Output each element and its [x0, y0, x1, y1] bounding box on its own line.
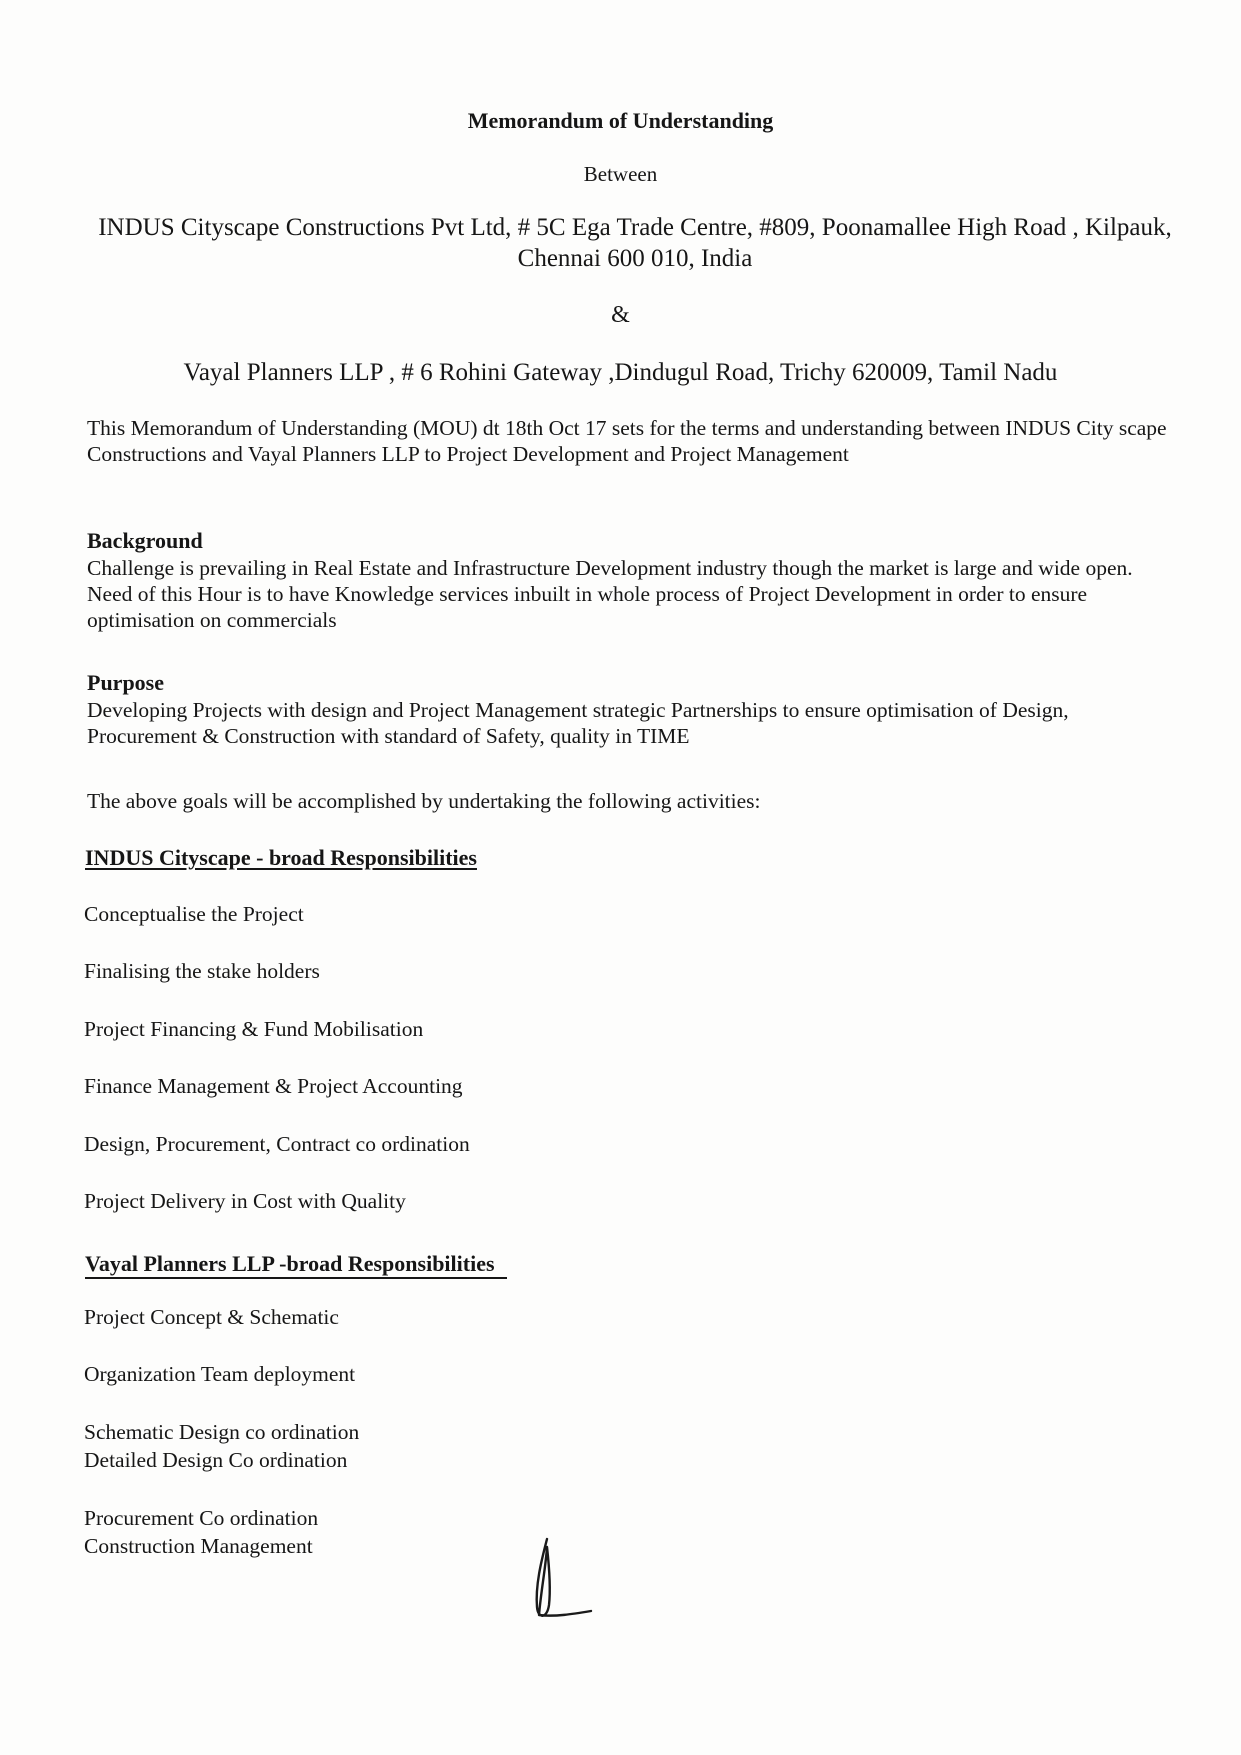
indus-responsibility-item: Project Delivery in Cost with Quality	[84, 1189, 406, 1213]
indus-responsibility-item: Finance Management & Project Accounting	[84, 1074, 463, 1098]
indus-responsibility-item: Project Financing & Fund Mobilisation	[84, 1017, 424, 1041]
handwritten-signature	[525, 1535, 595, 1625]
indus-responsibility-item: Finalising the stake holders	[84, 959, 320, 983]
vayal-responsibility-item: Construction Management	[84, 1534, 313, 1558]
between-label: Between	[583, 162, 658, 186]
vayal-responsibility-item: Schematic Design co ordination	[84, 1420, 360, 1444]
vayal-responsibility-item: Organization Team deployment	[84, 1362, 356, 1386]
indus-responsibility-item: Conceptualise the Project	[84, 902, 304, 926]
vayal-responsibility-item: Detailed Design Co ordination	[84, 1448, 348, 1472]
party-two-address: Vayal Planners LLP , # 6 Rohini Gateway ,Dindugul Road, Trichy 620009, Tamil Nadu	[183, 359, 1058, 386]
indus-responsibilities-heading: INDUS Cityscape - broad Responsibilities	[85, 845, 477, 870]
vayal-responsibility-item: Procurement Co ordination	[84, 1506, 319, 1530]
indus-responsibility-item: Design, Procurement, Contract co ordination	[84, 1132, 470, 1156]
document-title: Memorandum of Understanding	[467, 108, 774, 133]
purpose-heading: Purpose	[87, 670, 164, 695]
vayal-responsibility-item: Project Concept & Schematic	[84, 1305, 339, 1329]
vayal-responsibilities-heading: Vayal Planners LLP -broad Responsibilities	[85, 1251, 507, 1279]
purpose-paragraph: Developing Projects with design and Project Management strategic Partnerships to ensure optimisation of Design, Procurement & Construction with standard of Safety, quality in TIME	[87, 698, 1069, 748]
goals-paragraph: The above goals will be accomplished by undertaking the following activities:	[87, 789, 761, 813]
background-heading: Background	[87, 528, 203, 553]
party-one-address: INDUS Cityscape Constructions Pvt Ltd, # 5C Ega Trade Centre, #809, Poonamallee High Road , Kilpauk, Chennai 600 010, India	[98, 214, 1172, 272]
intro-paragraph: This Memorandum of Understanding (MOU) dt 18th Oct 17 sets for the terms and understanding between INDUS City scape Constructions and Vayal Planners LLP to Project Development and Project Management	[87, 416, 1167, 466]
ampersand-label: &	[611, 302, 630, 328]
background-paragraph: Challenge is prevailing in Real Estate and Infrastructure Development industry though the market is large and wide open. Need of this Hour is to have Knowledge services inbuilt in whole process of Project Development in order to ensure optimisation on commercials	[87, 556, 1133, 632]
